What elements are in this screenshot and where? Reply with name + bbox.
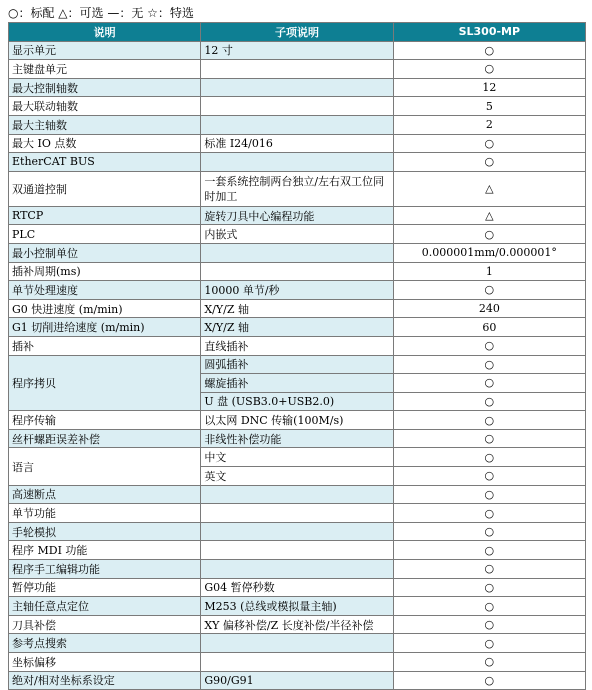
table-row [9, 653, 586, 672]
row-label: 最大控制轴数 [9, 78, 201, 97]
row-detail [201, 485, 393, 504]
row-value: 2 [393, 115, 585, 134]
row-value: ○ [393, 411, 585, 430]
row-detail: 内嵌式 [201, 225, 393, 244]
row-detail [201, 243, 393, 262]
row-label: G0 快进速度 (m/min) [9, 299, 201, 318]
table-row [9, 578, 586, 597]
table-header-row [9, 23, 586, 42]
header-sub-description: 子项说明 [201, 23, 393, 42]
row-detail: 一套系统控制两台独立/左右双工位同时加工 [201, 171, 393, 206]
row-value: ○ [393, 634, 585, 653]
row-label: 最大联动轴数 [9, 97, 201, 116]
row-value: △ [393, 206, 585, 225]
row-label: PLC [9, 225, 201, 244]
row-detail: G90/G91 [201, 671, 393, 690]
table-row [9, 97, 586, 116]
row-detail: M253 (总线或模拟量主轴) [201, 597, 393, 616]
row-label: G1 切削进给速度 (m/min) [9, 318, 201, 337]
row-label: 丝杆螺距误差补偿 [9, 429, 201, 448]
row-label: 单节处理速度 [9, 281, 201, 300]
row-label: 坐标偏移 [9, 653, 201, 672]
row-value: ○ [393, 467, 585, 486]
row-value: ○ [393, 336, 585, 355]
row-detail: U 盘 (USB3.0+USB2.0) [201, 392, 393, 411]
row-detail [201, 634, 393, 653]
row-detail: 非线性补偿功能 [201, 429, 393, 448]
row-label: 程序 MDI 功能 [9, 541, 201, 560]
row-detail [201, 522, 393, 541]
row-value: 0.000001mm/0.000001° [393, 243, 585, 262]
row-value: 1 [393, 262, 585, 281]
row-detail [201, 115, 393, 134]
row-label: 单节功能 [9, 504, 201, 523]
row-value: 5 [393, 97, 585, 116]
row-label: 程序传输 [9, 411, 201, 430]
row-value: ○ [393, 560, 585, 579]
row-value: ○ [393, 153, 585, 172]
table-row [9, 134, 586, 153]
table-row [9, 634, 586, 653]
table-row [9, 485, 586, 504]
row-label: 刀具补偿 [9, 615, 201, 634]
row-detail: 12 寸 [201, 41, 393, 60]
row-label: 暂停功能 [9, 578, 201, 597]
row-label: 绝对/相对坐标系设定 [9, 671, 201, 690]
row-label: 最大 IO 点数 [9, 134, 201, 153]
row-detail: 英文 [201, 467, 393, 486]
row-detail [201, 541, 393, 560]
row-value: △ [393, 171, 585, 206]
row-label: RTCP [9, 206, 201, 225]
row-label: EtherCAT BUS [9, 153, 201, 172]
table-row [9, 262, 586, 281]
row-value: ○ [393, 134, 585, 153]
row-detail: 10000 单节/秒 [201, 281, 393, 300]
table-row [9, 597, 586, 616]
table-row [9, 615, 586, 634]
row-value: ○ [393, 41, 585, 60]
row-detail: 标准 I24/016 [201, 134, 393, 153]
row-label: 双通道控制 [9, 171, 201, 206]
row-value: ○ [393, 60, 585, 79]
table-row [9, 541, 586, 560]
row-label: 主轴任意点定位 [9, 597, 201, 616]
row-label: 最小控制单位 [9, 243, 201, 262]
table-row [9, 299, 586, 318]
row-label: 程序拷贝 [9, 355, 201, 411]
row-detail: 圆弧插补 [201, 355, 393, 374]
row-value: ○ [393, 541, 585, 560]
row-value: ○ [393, 225, 585, 244]
table-row [9, 560, 586, 579]
table-row [9, 225, 586, 244]
row-value: ○ [393, 429, 585, 448]
table-row [9, 206, 586, 225]
header-model: SL300-MP [393, 23, 585, 42]
row-detail [201, 560, 393, 579]
row-value: ○ [393, 578, 585, 597]
row-label: 手轮模拟 [9, 522, 201, 541]
row-label: 主键盘单元 [9, 60, 201, 79]
table-row [9, 41, 586, 60]
row-detail: G04 暂停秒数 [201, 578, 393, 597]
table-row [9, 318, 586, 337]
row-detail: XY 偏移补偿/Z 长度补偿/半径补偿 [201, 615, 393, 634]
row-detail [201, 60, 393, 79]
row-detail [201, 78, 393, 97]
table-row [9, 153, 586, 172]
table-row [9, 355, 586, 374]
table-row [9, 281, 586, 300]
row-value: 60 [393, 318, 585, 337]
row-detail: X/Y/Z 轴 [201, 299, 393, 318]
table-row [9, 448, 586, 467]
row-detail [201, 153, 393, 172]
table-row [9, 429, 586, 448]
row-label: 语言 [9, 448, 201, 485]
row-detail: 直线插补 [201, 336, 393, 355]
row-label: 插补 [9, 336, 201, 355]
table-row [9, 115, 586, 134]
row-value: ○ [393, 615, 585, 634]
row-value: ○ [393, 597, 585, 616]
table-row [9, 671, 586, 690]
row-label: 插补周期(ms) [9, 262, 201, 281]
row-value: ○ [393, 392, 585, 411]
row-detail: X/Y/Z 轴 [201, 318, 393, 337]
header-description: 说明 [9, 23, 201, 42]
row-detail [201, 653, 393, 672]
row-detail [201, 97, 393, 116]
row-value: ○ [393, 374, 585, 393]
row-detail: 以太网 DNC 传输(100M/s) [201, 411, 393, 430]
row-detail [201, 262, 393, 281]
row-detail: 中文 [201, 448, 393, 467]
row-value: ○ [393, 671, 585, 690]
table-row [9, 171, 586, 206]
row-value: ○ [393, 504, 585, 523]
row-label: 高速断点 [9, 485, 201, 504]
row-label: 参考点搜索 [9, 634, 201, 653]
row-detail [201, 504, 393, 523]
row-value: 12 [393, 78, 585, 97]
row-value: ○ [393, 485, 585, 504]
legend: ○：标配 △：可选 —：无 ☆：特选 [8, 6, 194, 20]
row-value: ○ [393, 522, 585, 541]
table-row [9, 411, 586, 430]
row-detail: 螺旋插补 [201, 374, 393, 393]
table-row [9, 78, 586, 97]
table-row [9, 243, 586, 262]
table-row [9, 336, 586, 355]
row-value: ○ [393, 355, 585, 374]
row-value: ○ [393, 281, 585, 300]
table-row [9, 60, 586, 79]
row-value: ○ [393, 653, 585, 672]
row-value: ○ [393, 448, 585, 467]
spec-table [8, 22, 586, 690]
row-label: 最大主轴数 [9, 115, 201, 134]
row-label: 程序手工编辑功能 [9, 560, 201, 579]
row-label: 显示单元 [9, 41, 201, 60]
row-value: 240 [393, 299, 585, 318]
row-detail: 旋转刀具中心编程功能 [201, 206, 393, 225]
table-row [9, 504, 586, 523]
table-row [9, 522, 586, 541]
